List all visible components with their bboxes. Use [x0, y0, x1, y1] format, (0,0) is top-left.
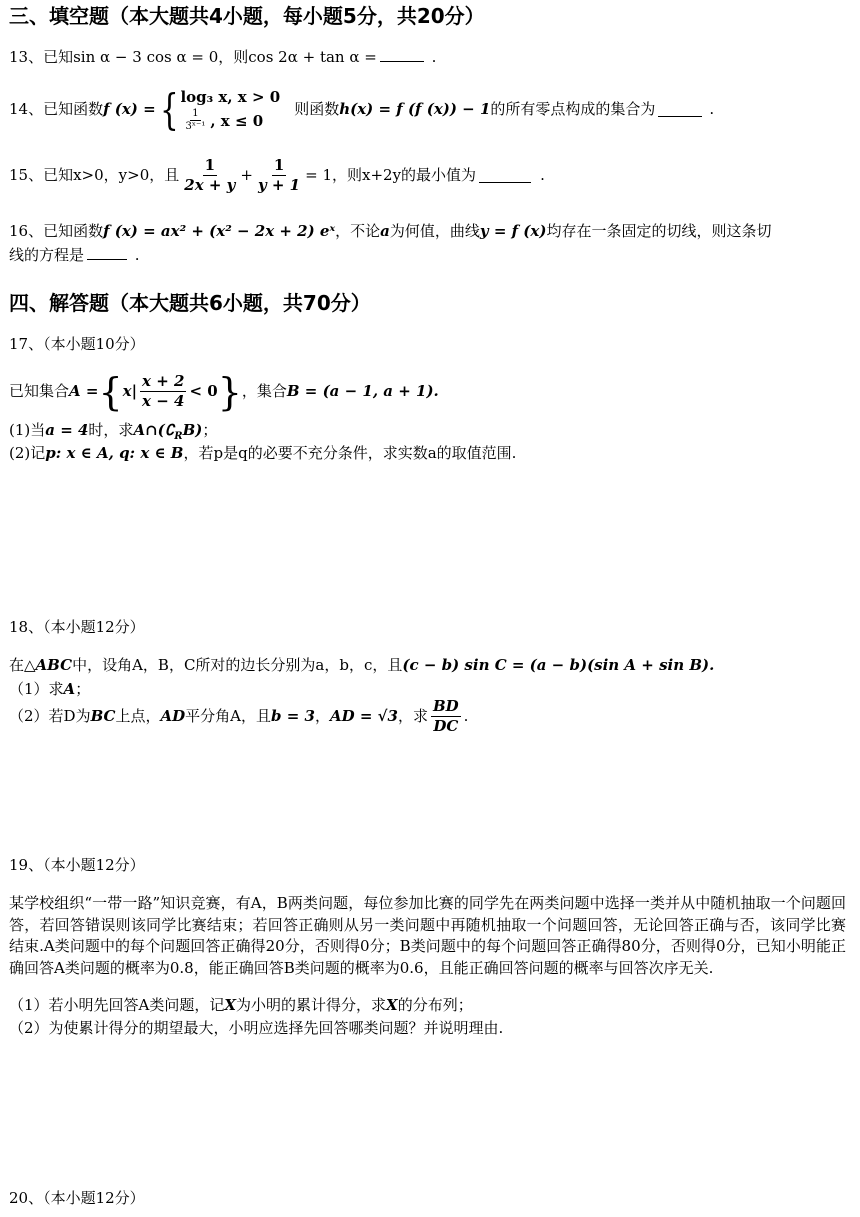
section-3-title: 三、填空题（本大题共4小题，每小题5分，共20分）: [9, 4, 485, 28]
q18-bc: BC: [90, 707, 116, 725]
q15-mid: ，则x+2y的最小值为: [332, 166, 477, 184]
q18-p2-end: .: [463, 707, 469, 725]
q19-p1-text: （1）若小明先回答A类问题，记: [9, 996, 225, 1014]
q16-text-d: 均存在一条固定的切线，则这条切: [546, 222, 772, 240]
q17-part-2: [9, 443, 846, 464]
fraction-numerator: 1: [204, 156, 216, 174]
q15-fraction-1: [182, 156, 237, 195]
q14-hx: h(x) = f (f (x)) − 1: [339, 100, 491, 118]
q17-header: 17、（本小题10分）: [9, 335, 145, 353]
fraction-denominator: 3ˣ⁻¹: [185, 121, 206, 132]
q18-ad-sqrt3: AD = √3: [329, 707, 398, 725]
q18-p1-a: A: [63, 680, 76, 698]
q14-case-2-fraction: [183, 108, 207, 133]
right-brace: }: [217, 369, 242, 414]
q15-dot: .: [540, 166, 545, 184]
q17-set-x: x|: [122, 382, 138, 400]
q16-answer-blank: [87, 245, 127, 260]
q17-p2-math: p: x ∈ A, q: x ∈ B: [45, 444, 184, 462]
fraction-denominator: 2x + y: [184, 176, 236, 194]
q17-fraction: [140, 372, 186, 411]
fraction-numerator: 1: [192, 108, 199, 119]
q13-equation-2: cos 2α + tan α =: [248, 48, 377, 66]
q19-part-2: （2）为使累计得分的期望最大，小明应选择先回答哪类问题？并说明理由.: [9, 1019, 504, 1037]
fraction-denominator: x − 4: [142, 392, 185, 410]
q18-b3: b = 3: [271, 707, 315, 725]
q18-p2-text-b: 上点，: [115, 707, 161, 725]
q19-paragraph: 某学校组织“一带一路”知识竞赛，有A，B两类问题，每位参加比赛的同学先在两类问题中选择一类并从中随机抽取一个问题回答，若回答错误则该同学比赛结束；若回答正确则从另一类问题中再随机抽取一个问题回答，无论回答正确与否，该同学比赛结束.A类问题中的每个问题回答正确得20分，否则得0分；B类问题中的每个问题回答正确得80分，否则得0分，已知小明能正确回答A类问题的概率为0.8，能正确回答B类问题的概率为0.6，且能正确回答问题的概率与回答次序无关.: [9, 894, 846, 977]
q16-number: 16、已知函数: [9, 222, 104, 240]
q18-p1-text: （1）求: [9, 680, 64, 698]
q18-ad: AD: [160, 707, 186, 725]
q14-fx: f (x) =: [103, 100, 156, 118]
q18-text-b: 中，设角A，B，C所对的边长分别为a，b，c，且: [72, 656, 403, 674]
q18-p2-text-c: 平分角A，且: [185, 707, 271, 725]
q13-end: .: [431, 48, 437, 66]
section-4-title: 四、解答题（本大题共6小题，共70分）: [9, 291, 371, 315]
question-13: [9, 47, 846, 68]
q16-fx: f (x) = ax² + (x² − 2x + 2) eˣ: [103, 222, 336, 240]
q14-mid: 则函数: [294, 100, 340, 118]
left-brace: {: [159, 84, 179, 134]
q18-part-2: [9, 697, 846, 736]
q15-fraction-2: [256, 156, 302, 195]
q19-x-var-2: X: [386, 996, 398, 1014]
q17-p1-end: ；: [202, 421, 218, 439]
left-brace: {: [98, 369, 123, 414]
q18-p2-text-e: ，求: [397, 707, 428, 725]
q13-answer-blank: [380, 47, 424, 62]
fraction-numerator: x + 2: [142, 372, 185, 390]
q17-p1-complement: A∩(∁: [133, 421, 175, 439]
q17-p1-text: (1)当: [9, 421, 46, 439]
q18-equation: (c − b) sin C = (a − b)(sin A + sin B).: [402, 656, 715, 674]
q15-cond: x>0，y>0，且: [73, 166, 180, 184]
q16-text-c: 为何值，曲线: [389, 222, 480, 240]
q16-dot: .: [134, 246, 140, 264]
q19-header: 19、（本小题12分）: [9, 856, 145, 874]
q19-part-1: [9, 995, 846, 1016]
q14-case-1: log₃ x, x > 0: [180, 88, 281, 106]
q13-number: 13、已知: [9, 48, 74, 66]
q18-fraction: [431, 697, 461, 736]
q14-number: 14、已知函数: [9, 100, 104, 118]
q19-p1-text-c: 的分布列；: [397, 996, 473, 1014]
q18-line-1: [9, 655, 846, 676]
q19-p1-text-b: 为小明的累计得分，求: [236, 996, 387, 1014]
q16-line-2: 线的方程是: [9, 246, 85, 264]
q16-a: a: [380, 222, 390, 240]
q15-answer-blank: [479, 168, 531, 183]
fraction-denominator: DC: [433, 717, 459, 735]
q17-line-1: [9, 369, 846, 414]
q17-p1-math: a = 4: [45, 421, 89, 439]
q18-text-a: 在△: [9, 656, 36, 674]
q15-plus: +: [240, 166, 253, 184]
q19-x-var: X: [224, 996, 237, 1014]
fraction-denominator: y + 1: [257, 176, 301, 194]
q14-dot: .: [709, 100, 715, 118]
q17-text: 已知集合: [9, 382, 70, 400]
q14-answer-blank: [658, 102, 702, 117]
q16-text-b: ，不论: [335, 222, 381, 240]
q17-set-b: B = (a − 1, a + 1).: [286, 382, 439, 400]
q15-number: 15、已知: [9, 166, 74, 184]
fraction-numerator: 1: [273, 156, 285, 174]
q17-p1-text-b: 时，求: [88, 421, 134, 439]
q20-header: 20、（本小题12分）: [9, 1189, 145, 1207]
q13-mid: ，则: [218, 48, 249, 66]
q14-piecewise: [156, 86, 281, 133]
q17-p1-b: B): [182, 421, 203, 439]
q17-lt0: < 0: [189, 382, 218, 400]
q18-header: 18、（本小题12分）: [9, 618, 145, 636]
q18-p2-text: （2）若D为: [9, 707, 91, 725]
q18-p2-comma: ，: [314, 707, 330, 725]
q17-p2-text-b: ，若p是q的必要不充分条件，求实数a的取值范围.: [183, 444, 517, 462]
q14-case-2-cond: , x ≤ 0: [210, 111, 264, 130]
q14-end: 的所有零点构成的集合为: [490, 100, 656, 118]
q17-p2-text: (2)记: [9, 444, 46, 462]
q16-curve: y = f (x): [479, 222, 547, 240]
q17-set-a: A =: [69, 382, 99, 400]
question-14: [9, 86, 846, 133]
q13-equation-1: sin α − 3 cos α = 0: [73, 48, 219, 66]
question-16-line-2: [9, 245, 846, 266]
q18-p1-end: ；: [75, 680, 91, 698]
fraction-numerator: BD: [432, 697, 459, 715]
q17-text-b: ，集合: [241, 382, 287, 400]
q17-p1-sub: R: [174, 431, 183, 442]
q18-abc: ABC: [35, 656, 73, 674]
q15-eq: = 1: [305, 166, 333, 184]
question-15: [9, 156, 846, 195]
question-16-line-1: [9, 221, 846, 242]
